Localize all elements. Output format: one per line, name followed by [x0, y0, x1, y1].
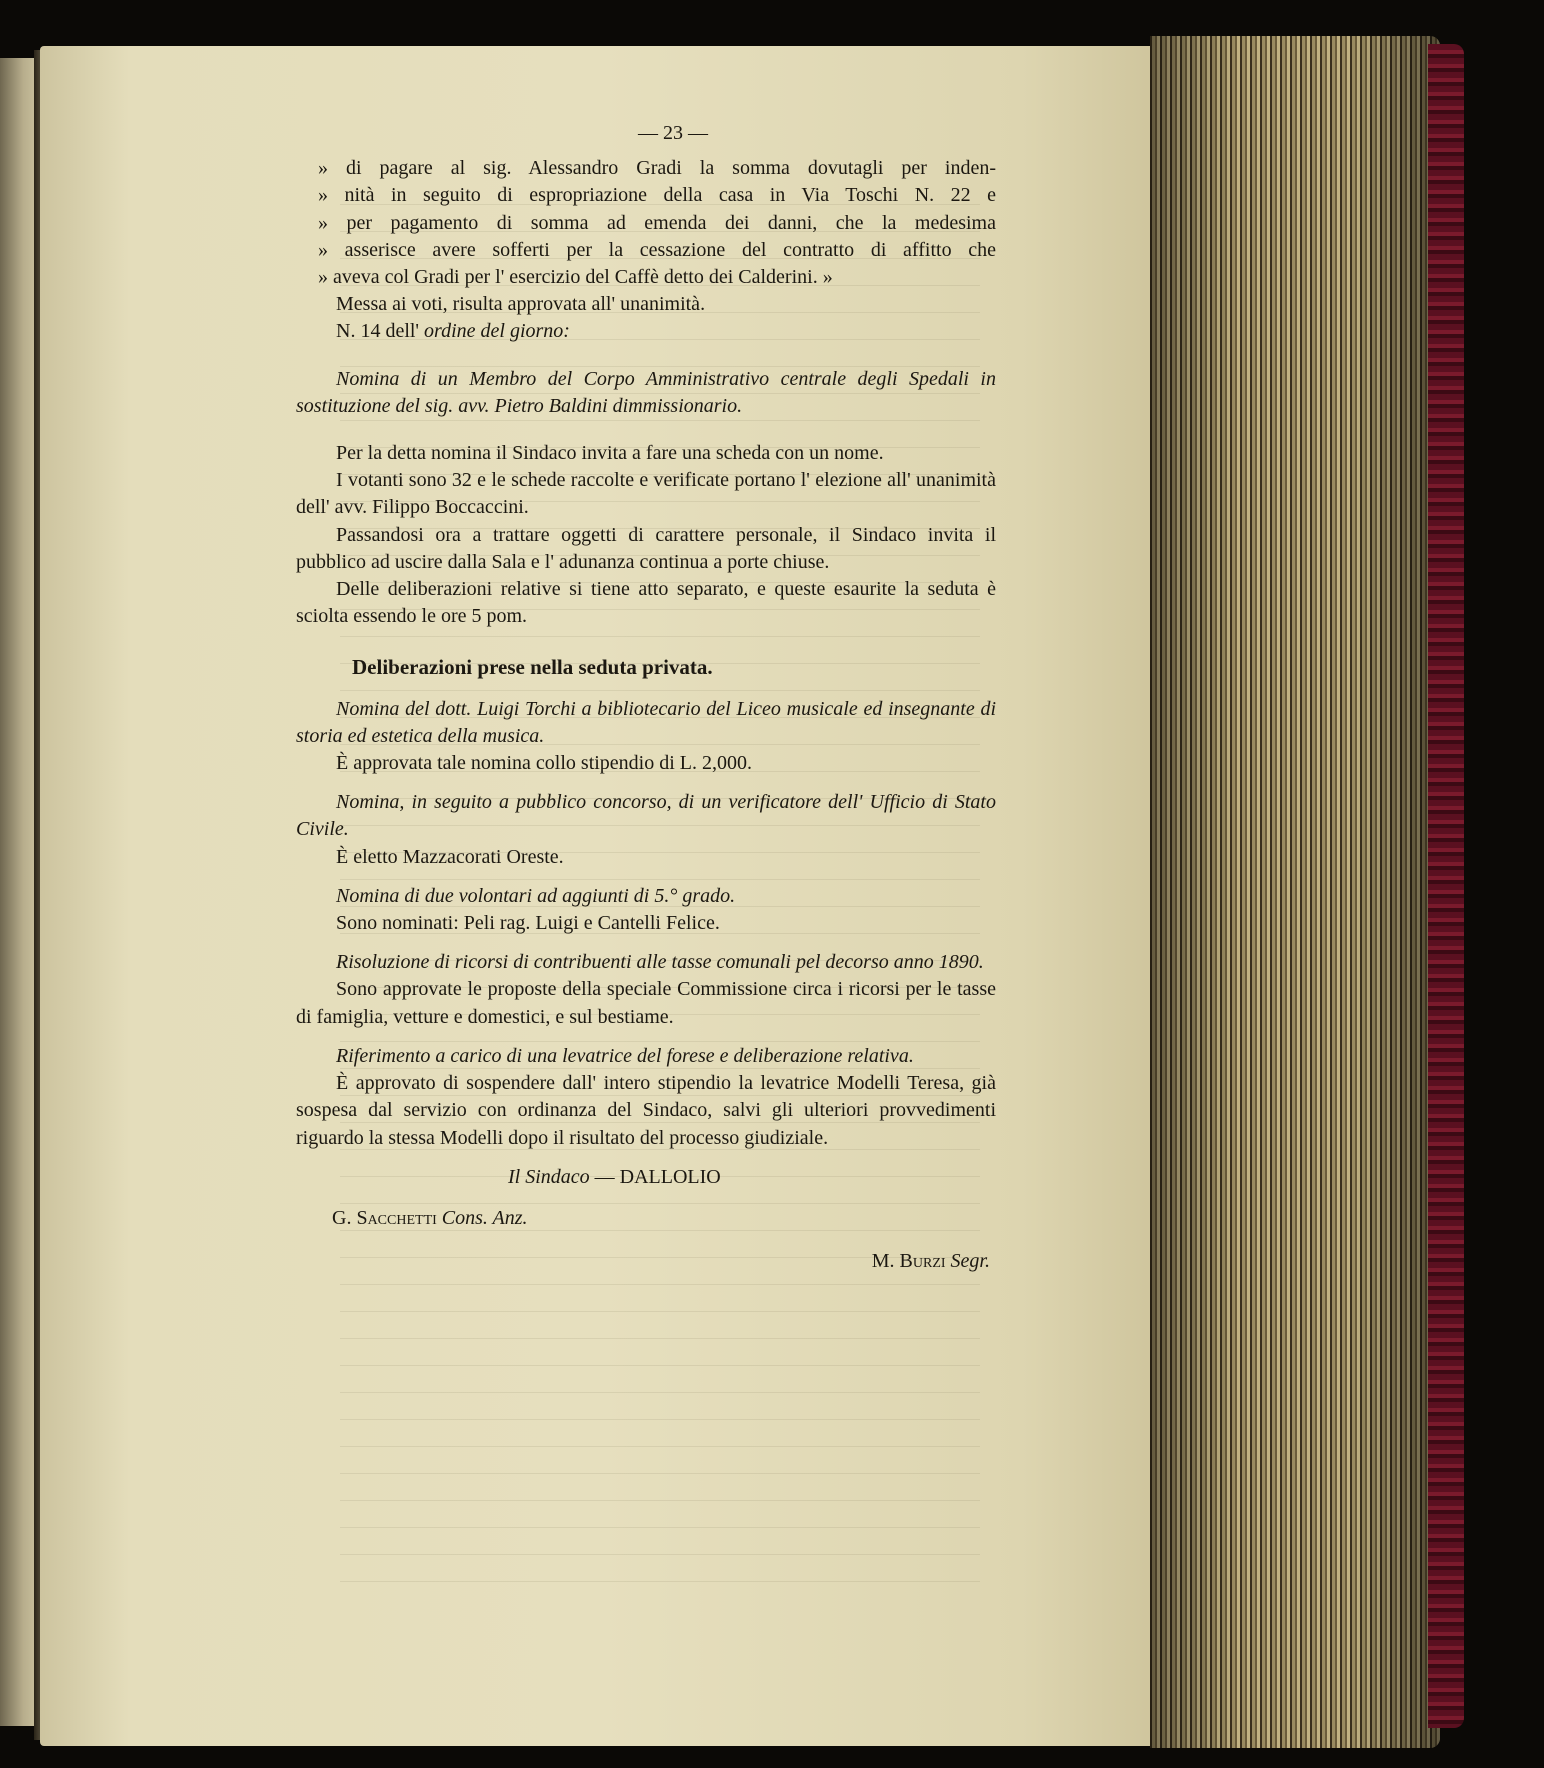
deliberation	[296, 949, 996, 1031]
quote-line: » asserisce avere sofferti per la cessazione del contratto di affitto che	[318, 238, 996, 261]
deliberation-body: È approvata tale nomina collo stipendio di L. 2,000.	[336, 752, 753, 775]
paragraph: Per la detta nomina il Sindaco invita a fare una scheda con un nome.	[336, 442, 884, 465]
quote-line: » aveva col Gradi per l' esercizio del Caffè detto dei Calderini. »	[318, 266, 833, 289]
page-number: — 23 —	[638, 122, 708, 144]
deliberation-title: Nomina di due volontari ad aggiunti di 5.° grado.	[336, 884, 736, 907]
deliberation-title: Riferimento a carico di una levatrice del forese e deliberazione relativa.	[336, 1044, 914, 1067]
book-cover-edge	[1428, 44, 1464, 1728]
deliberation	[296, 789, 996, 871]
deliberation-body: È eletto Mazzacorati Oreste.	[336, 845, 564, 868]
page-text	[296, 120, 996, 1275]
page-edges-stack	[1150, 36, 1440, 1748]
deliberation-title: Nomina del dott. Luigi Torchi a bibliotecario del Liceo musicale ed insegnante di storia ed estetica della musica.	[296, 697, 996, 747]
quoted-resolution	[296, 155, 996, 291]
paragraph: Delle deliberazioni relative si tiene atto separato, e queste esaurite la seduta è sciolta essendo le ore 5 pom.	[296, 578, 996, 628]
nomination-title: Nomina di un Membro del Corpo Amministrativo centrale degli Spedali in sostituzione del sig. avv. Pietro Baldini dimmissionario.	[296, 367, 996, 417]
quote-line: » nità in seguito di espropriazione della casa in Via Toschi N. 22 e	[318, 184, 996, 207]
deliberation-body: Sono nominati: Peli rag. Luigi e Cantelli Felice.	[336, 912, 720, 935]
deliberation	[296, 1043, 996, 1152]
quote-line: » per pagamento di somma ad emenda dei danni, che la medesima	[318, 211, 996, 234]
quote-line: » di pagare al sig. Alessandro Gradi la somma dovutagli per inden-	[318, 157, 996, 180]
deliberation	[296, 883, 996, 937]
agenda-item: N. 14 dell' ordine del giorno:	[336, 320, 570, 343]
deliberation-title: Nomina, in seguito a pubblico concorso, di un verificatore dell' Ufficio di Stato Civile.	[296, 791, 996, 841]
deliberation-body: Sono approvate le proposte della speciale Commissione circa i ricorsi per le tasse di famiglia, vetture e domestici, e sul bestiame.	[296, 978, 996, 1028]
deliberation-body: È approvato di sospendere dall' intero stipendio la levatrice Modelli Teresa, già sospesa dal servizio con ordinanza del Sindaco, salvi gli ulteriori provvedimenti riguardo la stessa Modelli dopo il risultato del processo giudiziale.	[296, 1072, 996, 1149]
vote-result: Messa ai voti, risulta approvata all' unanimità.	[336, 293, 706, 316]
paragraph: I votanti sono 32 e le schede raccolte e verificate portano l' elezione all' unanimità dell' avv. Filippo Boccaccini.	[296, 469, 996, 519]
signature-sindaco: Il Sindaco — DALLOLIO	[508, 1165, 721, 1188]
signature-segretario: M. Burzi Segr.	[871, 1250, 990, 1273]
deliberation-title: Risoluzione di ricorsi di contribuenti alle tasse comunali pel decorso anno 1890.	[336, 951, 984, 974]
paragraph: Passandosi ora a trattare oggetti di carattere personale, il Sindaco invita il pubblico ad uscire dalla Sala e l' adunanza continua a porte chiuse.	[296, 523, 996, 573]
deliberation	[296, 696, 996, 778]
signature-consigliere: G. Sacchetti Cons. Anz.	[332, 1206, 528, 1229]
private-session-heading: Deliberazioni prese nella seduta privata.	[352, 655, 713, 680]
